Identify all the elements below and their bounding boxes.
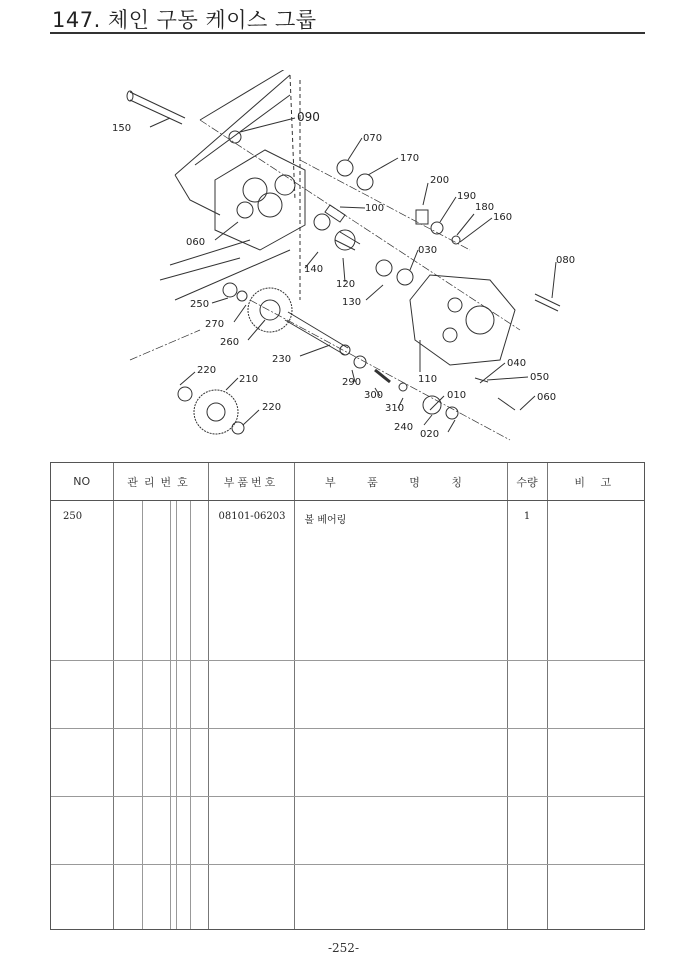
cell-remark [547, 501, 644, 661]
callout-090: 090 [297, 110, 320, 124]
callout-020: 020 [420, 429, 440, 440]
callout-010: 010 [447, 390, 467, 401]
callout-220: 220 [197, 365, 217, 376]
header-part-no: 부품번호 [208, 463, 294, 501]
cell-no [51, 729, 113, 797]
cell-qty [507, 729, 547, 797]
callout-120: 120 [336, 279, 356, 290]
table-row [51, 729, 644, 797]
callout-030: 030 [418, 245, 438, 256]
cell-part-no [208, 661, 294, 729]
title-rule [50, 32, 645, 34]
table-row [51, 501, 644, 661]
cell-mgmt [113, 661, 208, 729]
header-part-name: 부 품 명 칭 [294, 463, 507, 501]
cell-part-name [294, 661, 507, 729]
header-qty: 수량 [507, 463, 547, 501]
callout-250: 250 [190, 299, 210, 310]
callout-210: 210 [239, 374, 259, 385]
callout-060: 060 [186, 237, 206, 248]
cell-no [51, 796, 113, 864]
page-title: 147. 체인 구동 케이스 그룹 [52, 8, 317, 32]
cell-qty [507, 661, 547, 729]
header-no: NO [51, 463, 113, 501]
callout-150: 150 [112, 123, 132, 134]
callout-300: 300 [364, 390, 384, 401]
cell-mgmt [113, 796, 208, 864]
callout-060: 060 [537, 392, 557, 403]
cell-part-no [208, 729, 294, 797]
callout-310: 310 [385, 403, 405, 414]
cell-qty [507, 864, 547, 929]
callout-270: 270 [205, 319, 225, 330]
header-remark: 비 고 [547, 463, 644, 501]
cell-part-name [294, 729, 507, 797]
exploded-parts-diagram [100, 70, 580, 445]
callout-290: 290 [342, 377, 362, 388]
callout-170: 170 [400, 153, 420, 164]
callout-190: 190 [457, 191, 477, 202]
cell-remark [547, 796, 644, 864]
table-row [51, 661, 644, 729]
cell-part-name [294, 796, 507, 864]
cell-remark [547, 661, 644, 729]
cell-no [51, 661, 113, 729]
cell-mgmt [113, 864, 208, 929]
cell-part-no [208, 864, 294, 929]
callout-050: 050 [530, 372, 550, 383]
callout-080: 080 [556, 255, 576, 266]
table-row [51, 796, 644, 864]
parts-table [50, 462, 645, 930]
cell-remark [547, 864, 644, 929]
cell-no: 250 [51, 501, 113, 661]
callout-180: 180 [475, 202, 495, 213]
callout-070: 070 [363, 133, 383, 144]
callout-100: 100 [365, 203, 385, 214]
cell-mgmt [113, 501, 208, 661]
cell-remark [547, 729, 644, 797]
callout-110: 110 [418, 374, 438, 385]
callout-040: 040 [507, 358, 527, 369]
cell-part-name [294, 864, 507, 929]
callout-130: 130 [342, 297, 362, 308]
cell-part-no: 08101-06203 [208, 501, 294, 661]
callout-240: 240 [394, 422, 414, 433]
callout-260: 260 [220, 337, 240, 348]
callout-230: 230 [272, 354, 292, 365]
cell-part-no [208, 796, 294, 864]
cell-qty [507, 796, 547, 864]
table-row [51, 864, 644, 929]
page-number: -252- [327, 941, 359, 955]
callout-140: 140 [304, 264, 324, 275]
cell-part-name: 볼 베어링 [294, 501, 507, 661]
callout-160: 160 [493, 212, 513, 223]
callout-220: 220 [262, 402, 282, 413]
header-mgmt-no: 관리번호 [113, 463, 208, 501]
table-header-row [51, 463, 644, 501]
callout-200: 200 [430, 175, 450, 186]
cell-no [51, 864, 113, 929]
cell-qty: 1 [507, 501, 547, 661]
cell-mgmt [113, 729, 208, 797]
